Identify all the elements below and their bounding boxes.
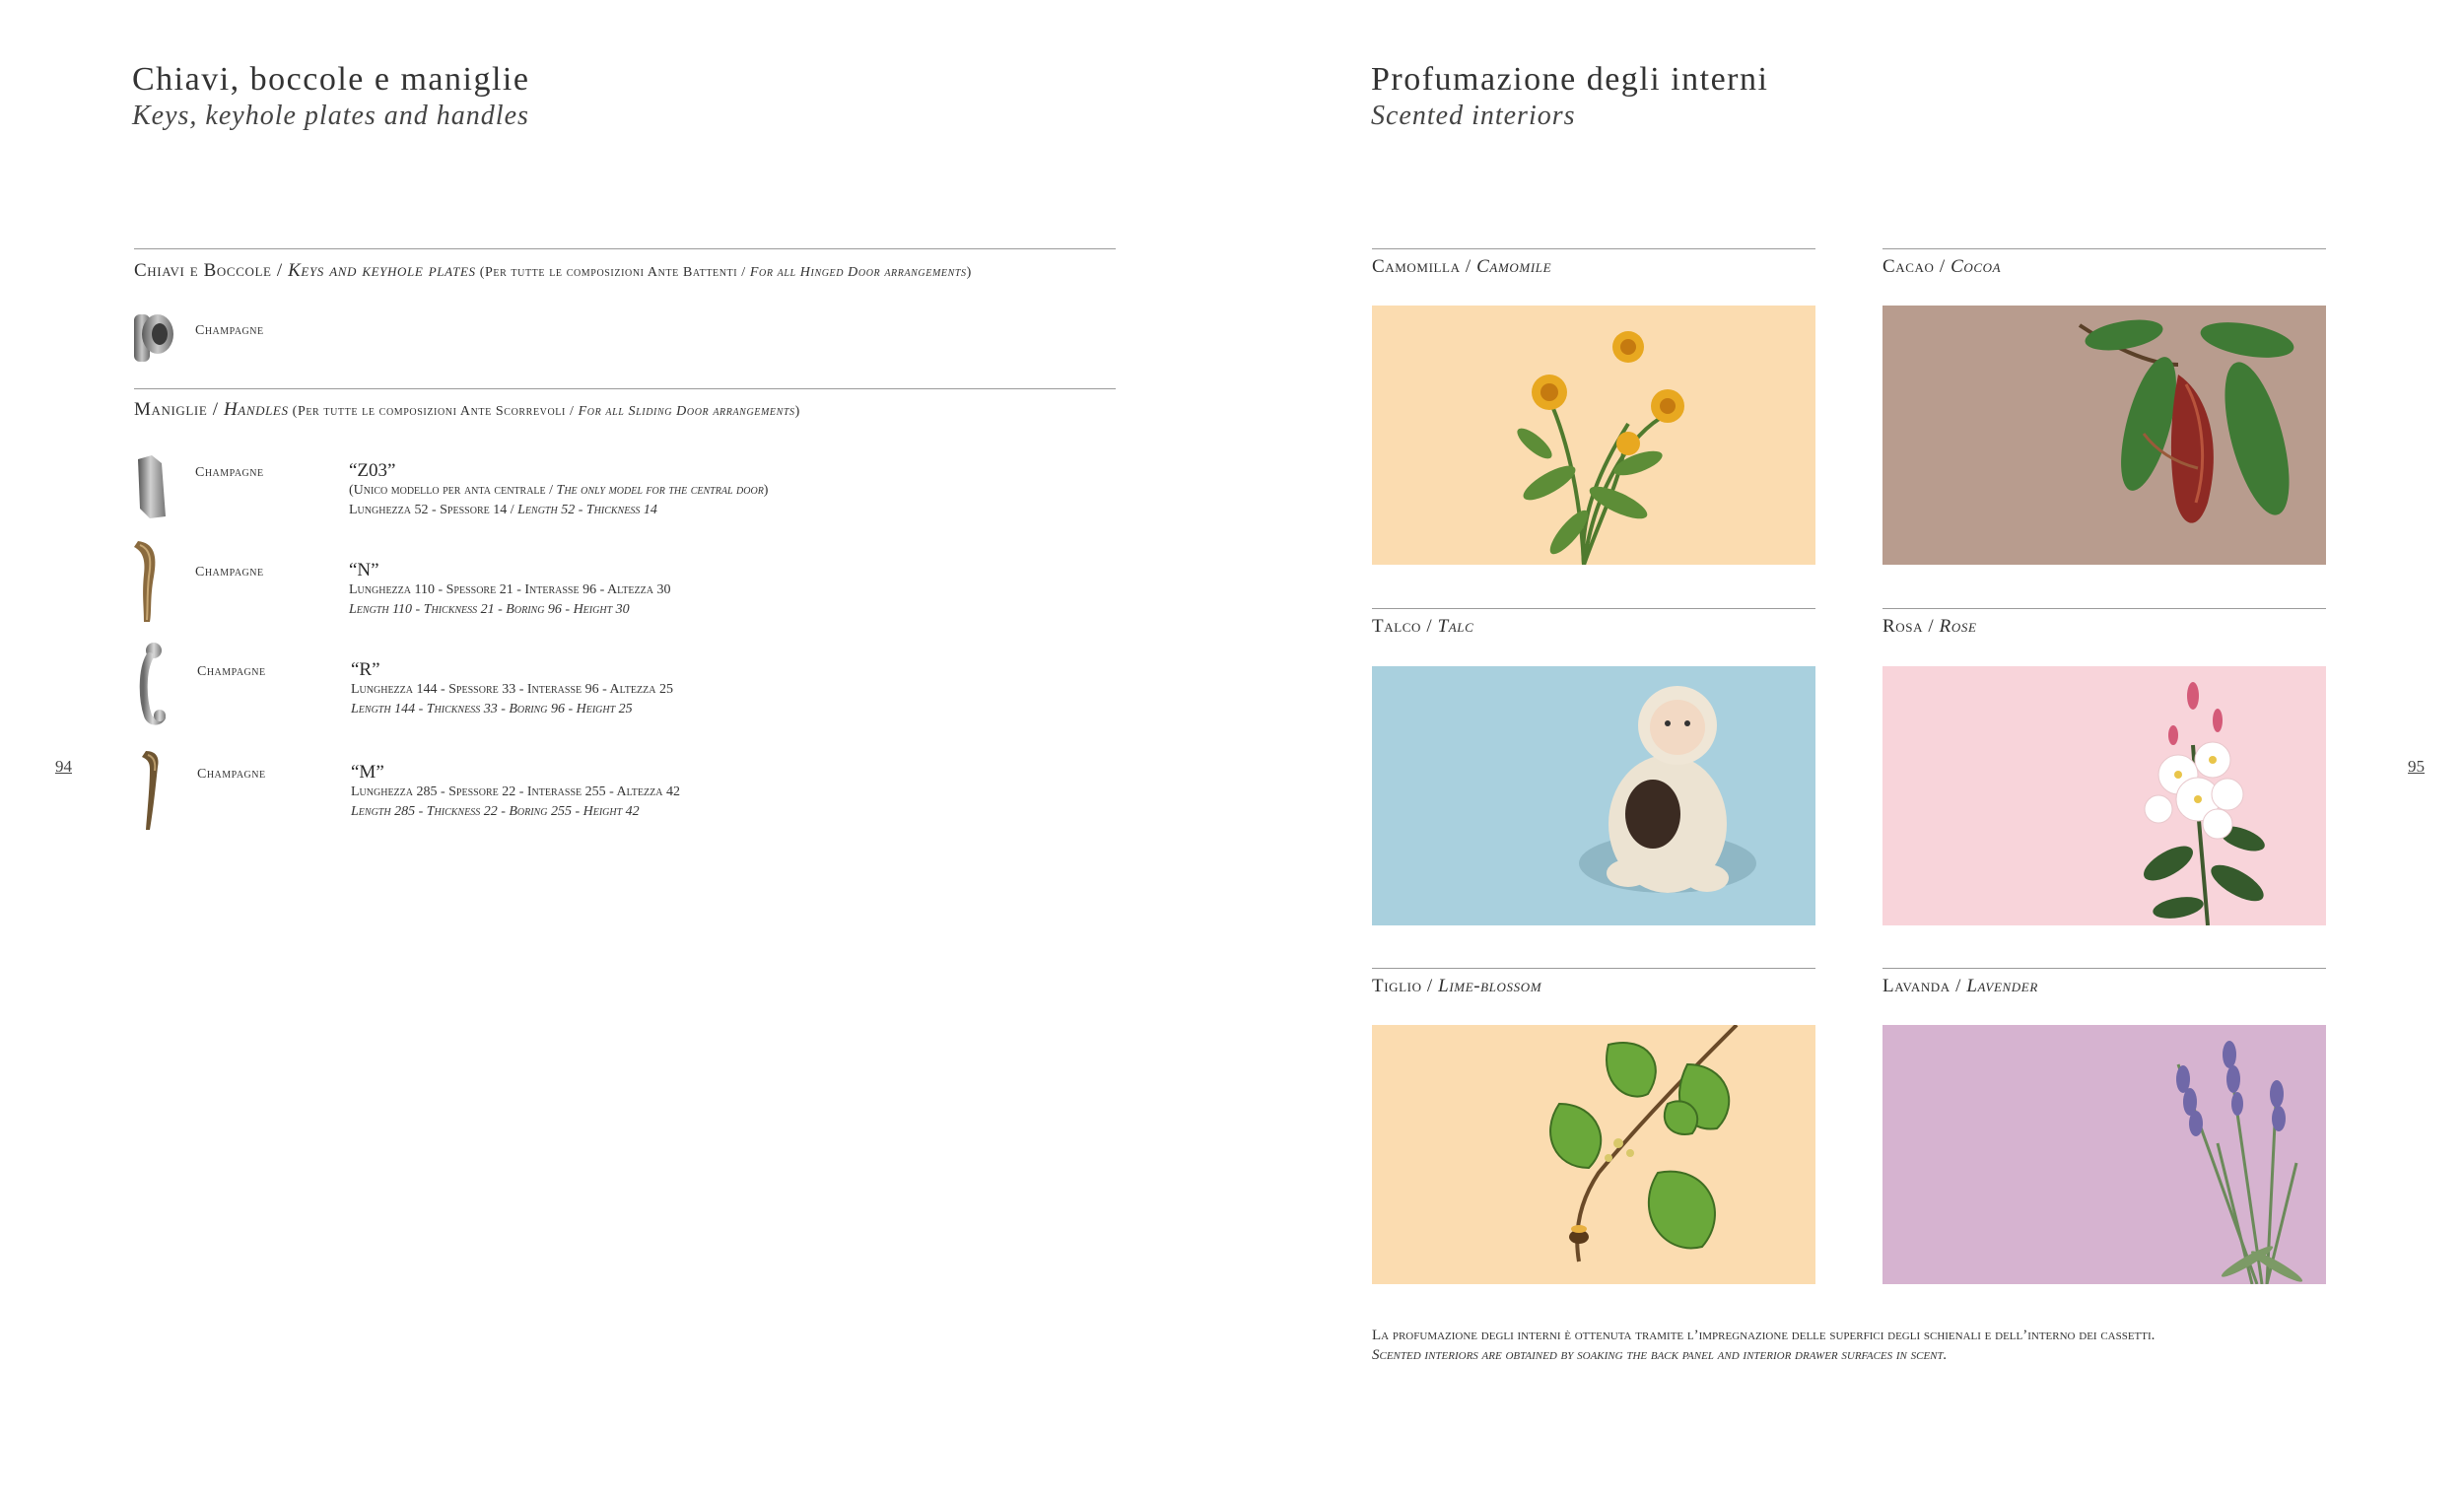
scent-label-lavender: Lavanda / Lavender [1882, 976, 2038, 996]
handles-section-divider [134, 388, 1116, 389]
keys-section-heading: Chiavi e Boccole / Keys and keyhole plates (Per tutte le composizioni Ante Battenti / For all Hinged Door arrangements) [134, 260, 972, 281]
scent-footnote [1372, 1326, 2155, 1365]
handle-z03-icon [132, 453, 171, 522]
handle-r-icon [134, 641, 171, 725]
scent-label-camomile: Camomilla / Camomile [1372, 256, 1552, 277]
handle-m-icon [138, 747, 168, 834]
handle-n-dimensions-en: Length 110 - Thickness 21 - Boring 96 - Height 30 [349, 602, 630, 617]
lavender-sprig-icon [1882, 1025, 2326, 1284]
left-page-subtitle: Keys, keyhole plates and handles [132, 101, 529, 131]
scent-footnote-en: Scented interiors are obtained by soaking the back panel and interior drawer surfaces in scent. [1372, 1347, 1948, 1363]
handle-m-details [351, 763, 680, 822]
handle-n-model: “N” [349, 560, 379, 580]
handles-section-heading: Maniglie / Handles (Per tutte le composizioni Ante Scorrevoli / For all Sliding Door arrangements) [134, 399, 800, 420]
scent-footnote-it: La profumazione degli interni è ottenuta tramite l’impregnazione delle superfici degli schienali e dell’interno dei cassetti. [1372, 1328, 2156, 1343]
handle-m-dimensions-en: Length 285 - Thickness 22 - Boring 255 - Height 42 [351, 804, 640, 819]
page-number-right: 95 [2408, 757, 2425, 776]
camomile-flower-icon [1372, 306, 1815, 565]
right-page-subtitle: Scented interiors [1371, 101, 1576, 131]
handle-n-dimensions-it: Lunghezza 110 - Spessore 21 - Interasse 96 - Altezza 30 [349, 582, 671, 597]
handle-n-finish: Champagne [195, 565, 264, 580]
cocoa-pod-icon [1882, 306, 2326, 565]
scent-label-talc: Talco / Talc [1372, 616, 1474, 637]
rose-flower-icon [1882, 666, 2326, 925]
scent-label-rose: Rosa / Rose [1882, 616, 1977, 637]
handle-r-details [351, 660, 673, 719]
scent-divider-lavender [1882, 968, 2326, 969]
handle-z03-finish: Champagne [195, 465, 264, 480]
handle-n-details [349, 561, 670, 620]
scent-divider-talc [1372, 608, 1815, 609]
baby-doll-icon [1372, 666, 1815, 925]
scent-label-lime-blossom: Tiglio / Lime-blossom [1372, 976, 1542, 996]
scent-label-cocoa: Cacao / Cocoa [1882, 256, 2002, 277]
scent-divider-cocoa [1882, 248, 2326, 249]
keys-section-divider [134, 248, 1116, 249]
handle-z03-details [349, 461, 768, 520]
handle-m-dimensions-it: Lunghezza 285 - Spessore 22 - Interasse 255 - Altezza 42 [351, 784, 680, 799]
handle-n-icon [130, 537, 164, 626]
scent-divider-camomile [1372, 248, 1815, 249]
keyhole-plate-icon [132, 308, 177, 368]
handle-r-dimensions-it: Lunghezza 144 - Spessore 33 - Interasse 96 - Altezza 25 [351, 682, 673, 697]
left-page-title: Chiavi, boccole e maniglie [132, 61, 530, 98]
right-page-title: Profumazione degli interni [1371, 61, 1769, 98]
handle-m-model: “M” [351, 762, 384, 783]
handle-z03-dimensions: Lunghezza 52 - Spessore 14 / Length 52 - Thickness 14 [349, 503, 657, 517]
handle-r-finish: Champagne [197, 664, 266, 679]
handle-m-finish: Champagne [197, 767, 266, 782]
scent-divider-lime-blossom [1372, 968, 1815, 969]
handle-z03-model: “Z03” [349, 460, 396, 481]
page-number-left: 94 [55, 757, 72, 776]
handle-r-model: “R” [351, 659, 380, 680]
lime-blossom-leaf-icon [1372, 1025, 1815, 1284]
keys-finish-label: Champagne [195, 323, 264, 338]
scent-divider-rose [1882, 608, 2326, 609]
handle-z03-note: (Unico modello per anta centrale / The only model for the central door) [349, 483, 769, 498]
handle-r-dimensions-en: Length 144 - Thickness 33 - Boring 96 - Height 25 [351, 702, 633, 716]
